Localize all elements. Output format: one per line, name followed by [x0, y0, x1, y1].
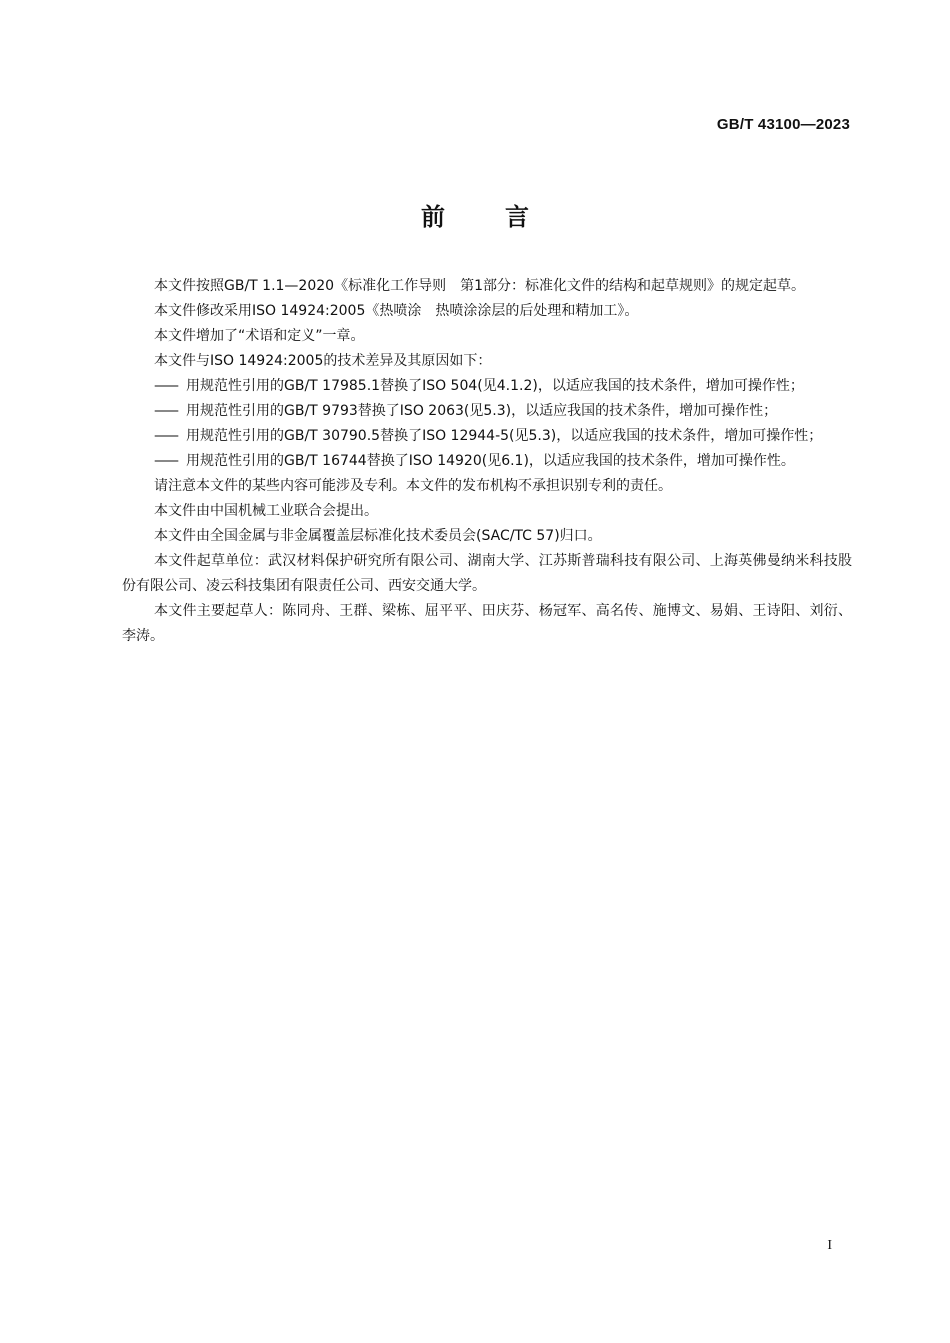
- difference-item: [154, 374, 852, 399]
- paragraph-differences-intro: 本文件与ISO 14924:2005的技术差异及其原因如下：: [154, 353, 492, 369]
- paragraph-proposed-by: 本文件由中国机械工业联合会提出。: [154, 503, 378, 519]
- dash-marker: ——: [154, 403, 176, 419]
- paragraph-modified-adoption: 本文件修改采用ISO 14924:2005《热喷涂 热喷涂涂层的后处理和精加工》。: [154, 303, 639, 319]
- difference-text: 用规范性引用的GB/T 9793替换了ISO 2063(见5.3)，以适应我国的技术条件，增加可操作性；: [186, 403, 778, 419]
- foreword-body: [122, 274, 852, 649]
- difference-item: [154, 399, 852, 424]
- paragraph-under-jurisdiction: 本文件由全国金属与非金属覆盖层标准化技术委员会(SAC/TC 57)归口。: [154, 528, 602, 544]
- dash-marker: ——: [154, 378, 176, 394]
- page-number: I: [827, 1238, 832, 1253]
- difference-text: 用规范性引用的GB/T 30790.5替换了ISO 12944-5(见5.3)，以适应我国的技术条件，增加可操作性；: [186, 428, 823, 444]
- paragraph-drafting-rules: 本文件按照GB/T 1.1—2020《标准化工作导则 第1部分：标准化文件的结构和起草规则》的规定起草。: [154, 278, 805, 294]
- difference-item: [154, 424, 852, 449]
- paragraph-patent-notice: 请注意本文件的某些内容可能涉及专利。本文件的发布机构不承担识别专利的责任。: [154, 478, 672, 494]
- standard-number: GB/T 43100—2023: [716, 116, 850, 133]
- difference-text: 用规范性引用的GB/T 16744替换了ISO 14920(见6.1)，以适应我国的技术条件，增加可操作性。: [186, 453, 795, 469]
- paragraph-main-drafters: 本文件主要起草人：陈同舟、王群、梁栋、屈平平、田庆芬、杨冠军、高名传、施博文、易娟、王诗阳、刘衍、李涛。: [122, 603, 852, 644]
- dash-marker: ——: [154, 428, 176, 444]
- difference-item: [154, 449, 852, 474]
- page-title: 前言: [421, 203, 589, 231]
- paragraph-drafting-organizations: 本文件起草单位：武汉材料保护研究所有限公司、湖南大学、江苏斯普瑞科技有限公司、上海英佛曼纳米科技股份有限公司、凌云科技集团有限责任公司、西安交通大学。: [122, 553, 852, 594]
- dash-marker: ——: [154, 453, 176, 469]
- paragraph-added-chapter: 本文件增加了“术语和定义”一章。: [154, 328, 365, 344]
- difference-text: 用规范性引用的GB/T 17985.1替换了ISO 504(见4.1.2)，以适应我国的技术条件，增加可操作性；: [186, 378, 804, 394]
